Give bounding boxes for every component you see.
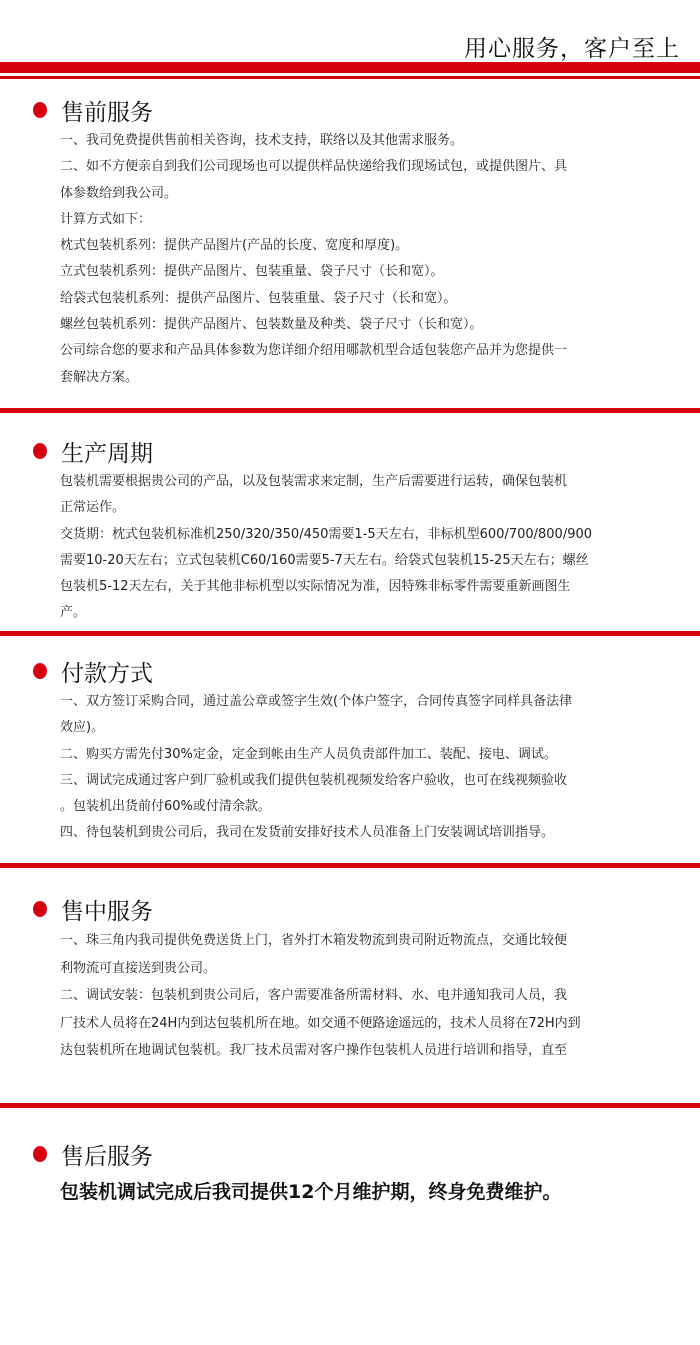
- text-line: 给袋式包装机系列：提供产品图片、包装重量、袋子尺寸（长和宽）。: [60, 290, 457, 306]
- text-line: 螺丝包装机系列：提供产品图片、包装数量及种类、袋子尺寸（长和宽）。: [60, 317, 483, 333]
- section-heading: [33, 95, 153, 125]
- text-line: 公司综合您的要求和产品具体参数为您详细介绍用哪款机型合适包装您产品并为您提供一: [60, 343, 568, 359]
- text-line: 效应)。: [60, 720, 105, 736]
- text-line: 需要10-20天左右；立式包装机C60/160需要5-7天左右。给袋式包装机15-25天左右；螺丝: [60, 552, 589, 568]
- section-heading: [33, 894, 153, 924]
- bullet-dot-icon: [33, 443, 47, 459]
- text-line: 产。: [60, 605, 87, 621]
- section-heading: [33, 1139, 153, 1169]
- section-title: 售前服务: [61, 99, 153, 126]
- section-title: 付款方式: [61, 660, 153, 687]
- text-line: 包装机需要根据贵公司的产品，以及包装需求来定制，生产后需要进行运转，确保包装机: [60, 474, 568, 489]
- text-line: 二、如不方便亲自到我们公司现场也可以提供样品快递给我们现场试包，或提供图片、具: [60, 159, 568, 175]
- bullet-dot-icon: [33, 1146, 47, 1162]
- text-line: 三、调试完成通过客户到厂验机或我们提供包装机视频发给客户验收，也可在线视频验收: [60, 772, 568, 788]
- text-line: 立式包装机系列：提供产品图片、包装重量、袋子尺寸（长和宽）。: [60, 264, 444, 280]
- section-divider: [0, 1103, 700, 1108]
- text-line: 四、待包装机到贵公司后，我司在发货前安排好技术人员准备上门安装调试培训指导。: [60, 825, 555, 841]
- section-body: [60, 689, 660, 847]
- section-divider: [0, 408, 700, 413]
- text-line: 达包装机所在地调试包装机。我厂技术员需对客户操作包装机人员进行培训和指导，直至: [60, 1043, 568, 1058]
- section-divider: [0, 863, 700, 868]
- bullet-dot-icon: [33, 663, 47, 679]
- text-line: 交货期：枕式包装机标准机250/320/350/450需要1-5天左右，非标机型600/700/800/900: [60, 526, 593, 542]
- text-line: 包装机5-12天左右，关于其他非标机型以实际情况为准，因特殊非标零件需要重新画图生: [60, 579, 571, 595]
- text-line: 一、双方签订采购合同，通过盖公章或签字生效(个体户签字，合同传真签字同样具备法律: [60, 694, 573, 709]
- bullet-dot-icon: [33, 102, 47, 118]
- section-body: [60, 128, 660, 391]
- section-heading: [33, 436, 153, 466]
- section-body: [60, 469, 660, 627]
- text-line: 利物流可直接送到贵公司。: [60, 960, 217, 976]
- section-title: 生产周期: [61, 440, 153, 467]
- text-line: 二、调试安装：包装机到贵公司后，客户需要准备所需材料、水、电并通知我司人员，我: [60, 988, 568, 1003]
- header-bar-thick: [0, 62, 700, 73]
- text-line: 枕式包装机系列：提供产品图片(产品的长度、宽度和厚度)。: [60, 238, 409, 254]
- text-line: 套解决方案。: [60, 369, 139, 385]
- text-line: 。包装机出货前付60%或付清余款。: [60, 799, 271, 815]
- text-line: 二、购买方需先付30%定金，定金到帐由生产人员负责部件加工、装配、接电、调试。: [60, 746, 557, 762]
- section-title: 售中服务: [61, 898, 153, 925]
- after-sales-statement: 包装机调试完成后我司提供12个月维护期，终身免费维护。: [60, 1181, 562, 1203]
- header-bar-thin: [0, 76, 700, 79]
- text-line: 一、珠三角内我司提供免费送货上门，省外打木箱发物流到贵司附近物流点，交通比较便: [60, 933, 568, 948]
- section-title: 售后服务: [61, 1143, 153, 1170]
- text-line: 计算方式如下：: [60, 211, 152, 227]
- text-line: 一、我司免费提供售前相关咨询，技术支持，联络以及其他需求服务。: [60, 133, 464, 148]
- text-line: 体参数给到我公司。: [60, 185, 178, 201]
- section-divider: [0, 631, 700, 636]
- text-line: 厂技术人员将在24H内到达包装机所在地。如交通不便路途遥远的，技术人员将在72H内到: [60, 1015, 581, 1031]
- text-line: 正常运作。: [60, 500, 126, 516]
- bullet-dot-icon: [33, 901, 47, 917]
- section-body: [60, 927, 660, 1065]
- slogan: 用心服务，客户至上: [464, 36, 680, 62]
- section-heading: [33, 656, 153, 686]
